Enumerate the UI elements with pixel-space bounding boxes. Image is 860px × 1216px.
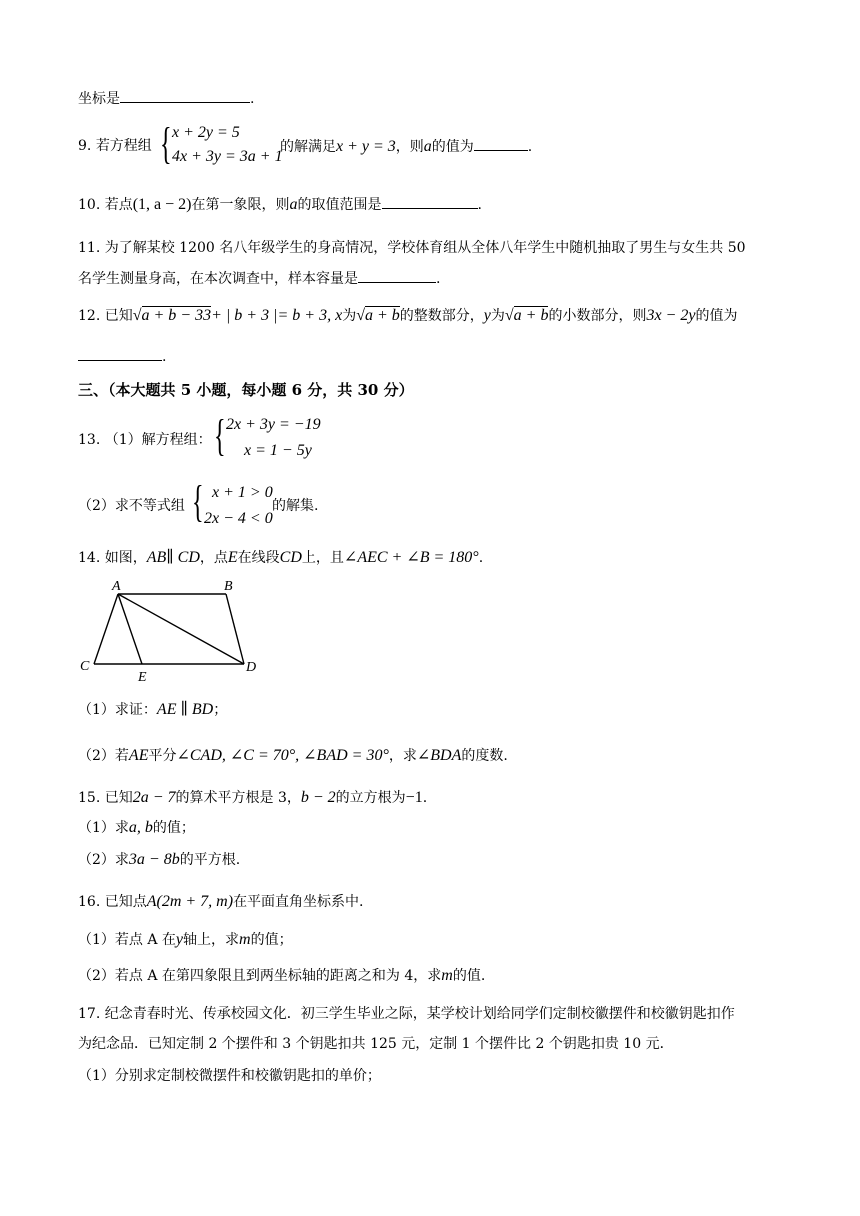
sqrt-icon: √ (132, 307, 142, 324)
equation-system (160, 119, 283, 168)
label-b: B (224, 579, 233, 594)
label-d: D (246, 660, 257, 675)
equation-system (214, 411, 334, 460)
answer-blank (78, 346, 162, 361)
segment-ae (118, 594, 142, 664)
line-coordinate-blank: 坐标是 . (78, 88, 254, 109)
geometry-figure (76, 578, 276, 688)
brace-icon: { (160, 119, 172, 168)
sqrt-icon: √ (504, 307, 514, 324)
label-c: C (80, 659, 90, 674)
label-e: E (138, 670, 147, 685)
segment-ad (118, 594, 244, 664)
answer-blank (382, 194, 478, 209)
brace-icon: { (192, 477, 204, 526)
section-heading: 三、（本大题共 5 小题，每小题 6 分，共 30 分） (78, 381, 414, 399)
label-a: A (112, 579, 121, 594)
equation: x + 2y = 5 (172, 124, 240, 141)
answer-blank (358, 268, 436, 283)
equation: 4x + 3y = 3a + 1 (172, 148, 283, 165)
answer-blank (474, 136, 528, 151)
sqrt-icon: √ (356, 307, 365, 324)
inequality: x + 1 > 0 (212, 484, 273, 501)
inequality: 2x − 4 < 0 (204, 510, 273, 527)
brace-icon: { (214, 411, 226, 460)
answer-blank (120, 88, 250, 103)
segment-ac (94, 594, 118, 664)
inequality-system (192, 477, 273, 530)
equation: x = 1 − 5y (244, 442, 312, 459)
segment-bd (226, 594, 244, 664)
equation: 2x + 3y = −19 (226, 416, 321, 433)
question-10: 10. 若点(1, a − 2)在第一象限，则a的取值范围是 . (78, 196, 482, 213)
